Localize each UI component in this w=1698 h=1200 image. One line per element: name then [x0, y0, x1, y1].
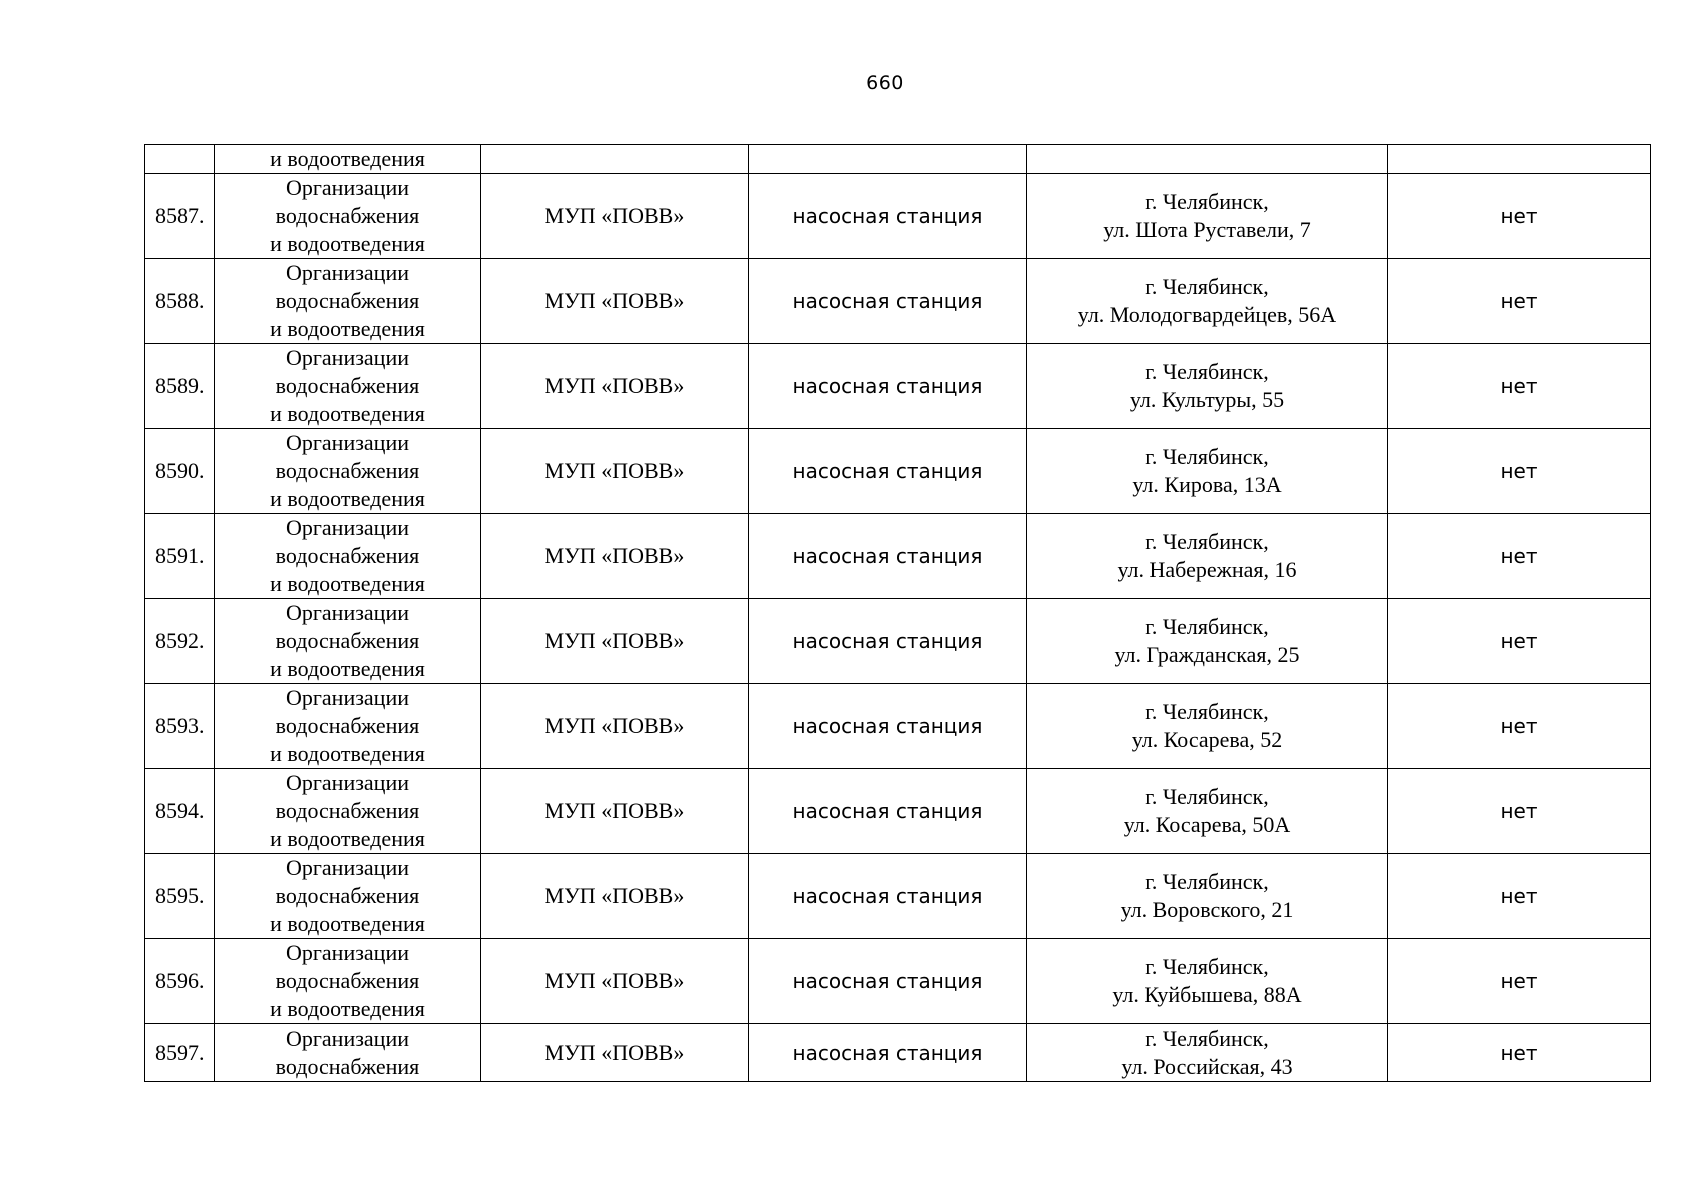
address-line: г. Челябинск, [1145, 954, 1269, 979]
flag-value: нет [1500, 884, 1538, 908]
cell-number [145, 145, 215, 174]
category-line: Организации [286, 430, 409, 455]
cell-object [749, 429, 1027, 514]
cell-flag [1388, 1024, 1651, 1082]
category-line: водоснабжения [275, 543, 420, 568]
row-number: 8590. [155, 458, 205, 483]
cell-number [145, 344, 215, 429]
flag-value: нет [1500, 459, 1538, 483]
organization-name: МУП «ПОВВ» [544, 628, 685, 653]
cell-object [749, 1024, 1027, 1082]
cell-category [215, 259, 481, 344]
table-row [145, 939, 1651, 1024]
category-line: водоснабжения [275, 798, 420, 823]
address-line: г. Челябинск, [1145, 274, 1269, 299]
flag-value: нет [1500, 204, 1538, 228]
category-line: Организации [286, 1025, 409, 1051]
cell-object [749, 259, 1027, 344]
cell-number [145, 769, 215, 854]
table-row [145, 514, 1651, 599]
cell-object [749, 684, 1027, 769]
cell-flag [1388, 854, 1651, 939]
table-row [145, 344, 1651, 429]
cell-object [749, 769, 1027, 854]
address-line: ул. Косарева, 52 [1131, 727, 1283, 752]
cell-flag [1388, 684, 1651, 769]
row-number: 8593. [155, 713, 205, 738]
cell-number [145, 939, 215, 1024]
object-type: насосная станция [792, 289, 983, 313]
cell-category [215, 174, 481, 259]
object-type: насосная станция [792, 374, 983, 398]
row-number: 8591. [155, 543, 205, 568]
category-line: водоснабжения [275, 373, 420, 398]
cell-object [749, 514, 1027, 599]
address-line: г. Челябинск, [1145, 699, 1269, 724]
table-row [145, 684, 1651, 769]
organization-name: МУП «ПОВВ» [544, 883, 685, 908]
cell-object [749, 145, 1027, 174]
organization-name: МУП «ПОВВ» [544, 203, 685, 228]
cell-organization [481, 174, 749, 259]
cell-number [145, 854, 215, 939]
category-line: водоснабжения [275, 1053, 420, 1079]
cell-organization [481, 344, 749, 429]
category-line: и водоотведения [270, 996, 425, 1021]
address-line: ул. Куйбышева, 88А [1112, 982, 1302, 1007]
category-line: и водоотведения [270, 401, 425, 426]
address-line: г. Челябинск, [1145, 359, 1269, 384]
cell-organization [481, 429, 749, 514]
organization-name: МУП «ПОВВ» [544, 798, 685, 823]
cell-flag [1388, 599, 1651, 684]
row-number: 8589. [155, 373, 205, 398]
object-type: насосная станция [792, 799, 983, 823]
table-row [145, 769, 1651, 854]
flag-value: нет [1500, 544, 1538, 568]
table-row-continuation [145, 145, 1651, 174]
address-line: г. Челябинск, [1145, 444, 1269, 469]
cell-address [1027, 174, 1388, 259]
page-number: 660 [866, 72, 904, 94]
category-line: водоснабжения [275, 288, 420, 313]
cell-organization [481, 514, 749, 599]
flag-value: нет [1500, 289, 1538, 313]
organization-name: МУП «ПОВВ» [544, 288, 685, 313]
cell-category [215, 429, 481, 514]
cell-flag [1388, 514, 1651, 599]
cell-number [145, 514, 215, 599]
cell-address [1027, 769, 1388, 854]
flag-value: нет [1500, 799, 1538, 823]
category-line: Организации [286, 685, 409, 710]
cell-address [1027, 514, 1388, 599]
flag-value: нет [1500, 969, 1538, 993]
category-line: и водоотведения [270, 571, 425, 596]
cell-object [749, 854, 1027, 939]
cell-number [145, 429, 215, 514]
category-line: водоснабжения [275, 203, 420, 228]
registry-table [144, 144, 1651, 1082]
row-number: 8592. [155, 628, 205, 653]
cell-organization [481, 769, 749, 854]
category-line: Организации [286, 940, 409, 965]
row-number: 8597. [155, 1039, 205, 1065]
category-line: и водоотведения [270, 741, 425, 766]
cell-object [749, 344, 1027, 429]
organization-name: МУП «ПОВВ» [544, 713, 685, 738]
cell-category [215, 145, 481, 174]
category-line: водоснабжения [275, 713, 420, 738]
category-line: водоснабжения [275, 458, 420, 483]
cell-category [215, 769, 481, 854]
cell-address [1027, 939, 1388, 1024]
object-type: насосная станция [792, 204, 983, 228]
flag-value: нет [1500, 714, 1538, 738]
organization-name: МУП «ПОВВ» [544, 1039, 685, 1065]
cell-organization [481, 145, 749, 174]
table-row [145, 259, 1651, 344]
cell-address [1027, 145, 1388, 174]
address-line: ул. Культуры, 55 [1129, 387, 1285, 412]
cell-number [145, 174, 215, 259]
address-line: ул. Шота Руставели, 7 [1103, 217, 1311, 242]
cell-number [145, 259, 215, 344]
row-number: 8594. [155, 798, 205, 823]
address-line: г. Челябинск, [1145, 189, 1269, 214]
flag-value: нет [1500, 1040, 1538, 1065]
cell-number [145, 599, 215, 684]
object-type: насосная станция [792, 884, 983, 908]
cell-address [1027, 1024, 1388, 1082]
table-row [145, 1024, 1651, 1082]
cell-flag [1388, 145, 1651, 174]
category-line: водоснабжения [275, 968, 420, 993]
table-row [145, 599, 1651, 684]
cell-category [215, 599, 481, 684]
object-type: насосная станция [792, 459, 983, 483]
cell-flag [1388, 344, 1651, 429]
row-number: 8587. [155, 203, 205, 228]
table-row [145, 174, 1651, 259]
organization-name: МУП «ПОВВ» [544, 458, 685, 483]
cell-organization [481, 939, 749, 1024]
category-line: Организации [286, 345, 409, 370]
organization-name: МУП «ПОВВ» [544, 543, 685, 568]
category-line: водоснабжения [275, 628, 420, 653]
flag-value: нет [1500, 629, 1538, 653]
category-line: и водоотведения [270, 656, 425, 681]
cell-address [1027, 854, 1388, 939]
table-row [145, 854, 1651, 939]
cell-flag [1388, 174, 1651, 259]
cell-organization [481, 854, 749, 939]
cell-address [1027, 429, 1388, 514]
cell-object [749, 939, 1027, 1024]
address-line: г. Челябинск, [1145, 784, 1269, 809]
cell-address [1027, 599, 1388, 684]
row-number: 8595. [155, 883, 205, 908]
category-line: Организации [286, 175, 409, 200]
row-number: 8596. [155, 968, 205, 993]
address-line: г. Челябинск, [1145, 529, 1269, 554]
address-line: ул. Набережная, 16 [1117, 557, 1297, 582]
cell-category [215, 344, 481, 429]
cell-flag [1388, 429, 1651, 514]
cell-organization [481, 684, 749, 769]
cell-address [1027, 344, 1388, 429]
cell-flag [1388, 769, 1651, 854]
category-line: и водоотведения [270, 486, 425, 511]
cell-address [1027, 684, 1388, 769]
table-row [145, 429, 1651, 514]
cell-object [749, 174, 1027, 259]
cell-address [1027, 259, 1388, 344]
cell-number [145, 1024, 215, 1082]
registry-table-body [145, 145, 1651, 1082]
category-line: и водоотведения [270, 316, 425, 341]
category-line: Организации [286, 600, 409, 625]
cell-category [215, 1024, 481, 1082]
flag-value: нет [1500, 374, 1538, 398]
address-line: г. Челябинск, [1145, 614, 1269, 639]
organization-name: МУП «ПОВВ» [544, 373, 685, 398]
cell-organization [481, 1024, 749, 1082]
object-type: насосная станция [792, 544, 983, 568]
object-type: насосная станция [792, 714, 983, 738]
category-line: Организации [286, 770, 409, 795]
category-line: и водоотведения [270, 826, 425, 851]
object-type: насосная станция [792, 1040, 983, 1065]
address-line: г. Челябинск, [1145, 869, 1269, 894]
category-line: Организации [286, 515, 409, 540]
address-line: ул. Воровского, 21 [1120, 897, 1294, 922]
address-line: г. Челябинск, [1145, 1025, 1269, 1051]
category-line: Организации [286, 855, 409, 880]
cell-category [215, 854, 481, 939]
address-line: ул. Российская, 43 [1121, 1053, 1293, 1079]
cell-flag [1388, 259, 1651, 344]
cell-flag [1388, 939, 1651, 1024]
cell-organization [481, 599, 749, 684]
address-line: ул. Гражданская, 25 [1114, 642, 1300, 667]
category-line: и водоотведения [270, 146, 425, 171]
address-line: ул. Кирова, 13А [1132, 472, 1282, 497]
cell-number [145, 684, 215, 769]
category-line: Организации [286, 260, 409, 285]
cell-category [215, 514, 481, 599]
category-line: и водоотведения [270, 911, 425, 936]
address-line: ул. Молодогвардейцев, 56А [1077, 302, 1337, 327]
object-type: насосная станция [792, 629, 983, 653]
address-line: ул. Косарева, 50А [1123, 812, 1291, 837]
cell-category [215, 939, 481, 1024]
object-type: насосная станция [792, 969, 983, 993]
cell-category [215, 684, 481, 769]
row-number: 8588. [155, 288, 205, 313]
cell-organization [481, 259, 749, 344]
organization-name: МУП «ПОВВ» [544, 968, 685, 993]
cell-object [749, 599, 1027, 684]
category-line: и водоотведения [270, 231, 425, 256]
category-line: водоснабжения [275, 883, 420, 908]
